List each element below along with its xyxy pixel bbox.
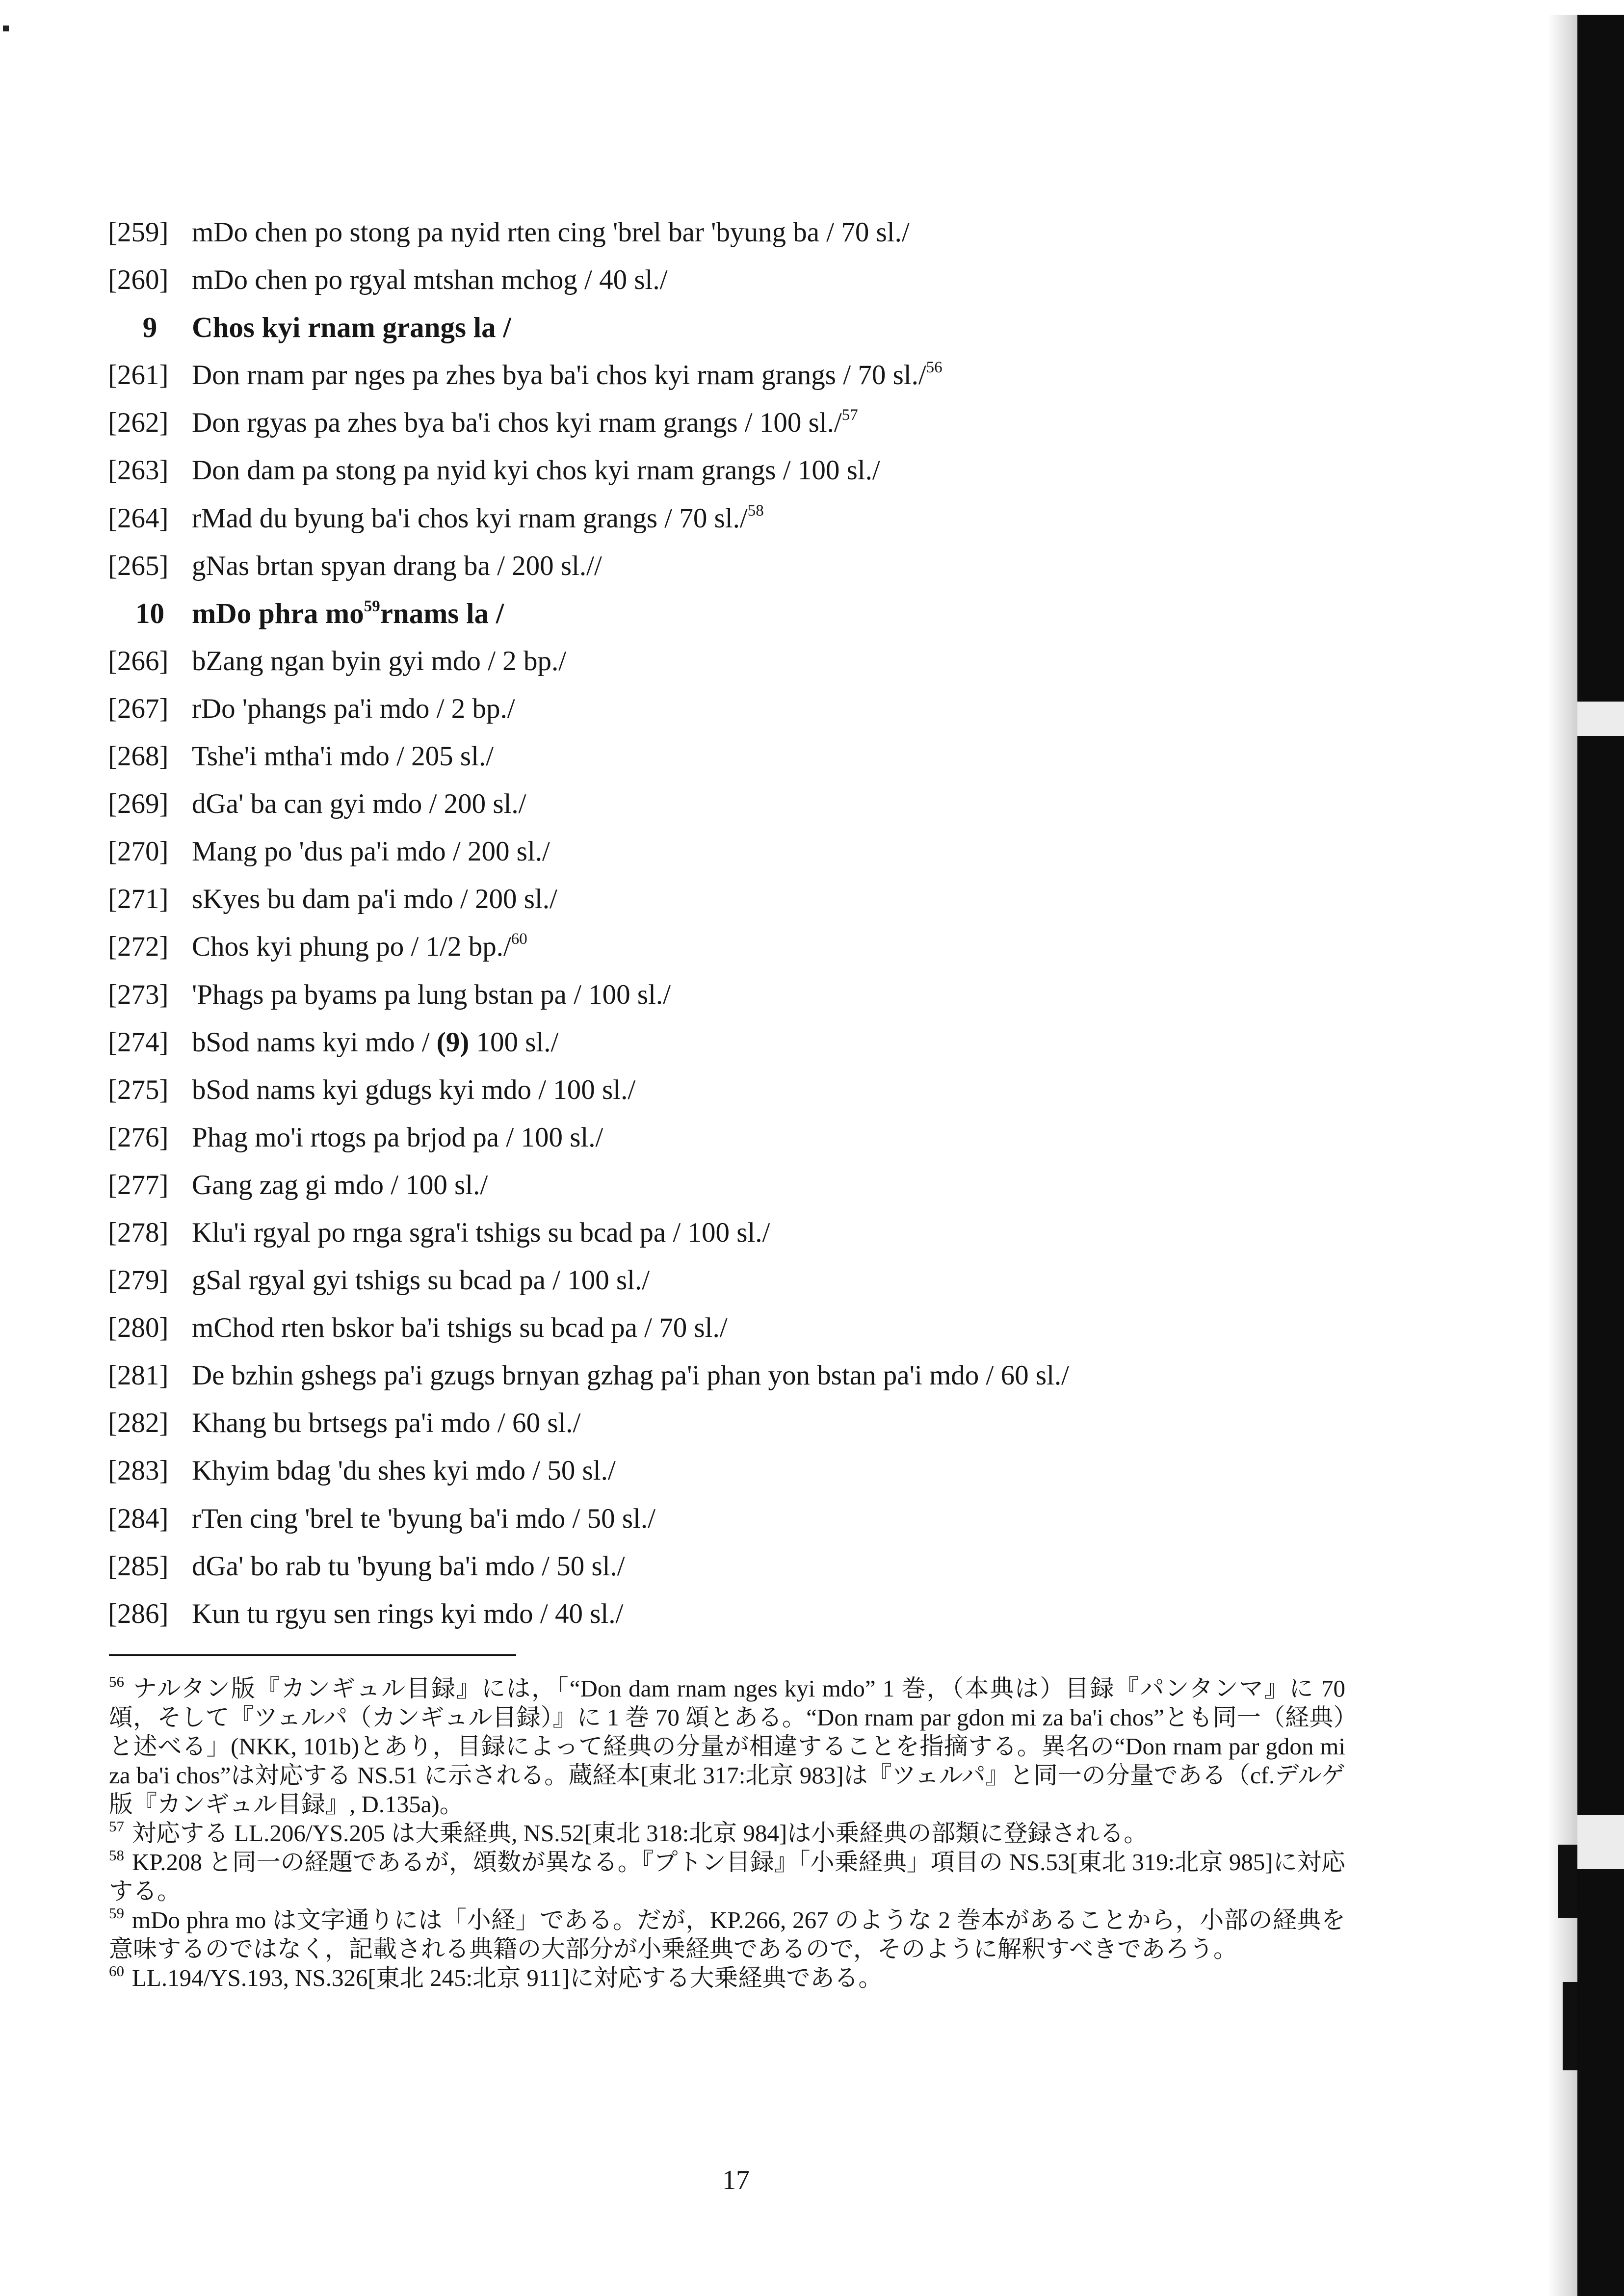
footnote-text: KP.208 と同一の経題であるが，頌数が異なる。『プトン目録』「小乗経典」項目の NS.53[東北 319:北京 985]に対応する。 <box>109 1849 1345 1905</box>
entry-number: [282] <box>108 1408 169 1439</box>
entry-title: dGa' bo rab tu 'byung ba'i mdo / 50 sl./ <box>192 1550 625 1582</box>
entry-row <box>108 1018 1408 1066</box>
entry-row <box>108 828 1408 875</box>
entry-number: [261] <box>108 360 169 391</box>
entry-title <box>192 1018 558 1066</box>
entry-row <box>108 685 1408 732</box>
entry-title: Khyim bdag 'du shes kyi mdo / 50 sl./ <box>192 1455 616 1487</box>
entry-row <box>108 1209 1408 1256</box>
entry-row <box>108 923 1408 970</box>
section-number: 10 <box>135 597 164 629</box>
entry-row <box>108 971 1408 1018</box>
entry-number: [276] <box>108 1122 169 1153</box>
entry-title: sKyes bu dam pa'i mdo / 200 sl./ <box>192 884 557 915</box>
footnote <box>109 1963 1345 1992</box>
entry-title <box>192 495 764 542</box>
entry-number: [268] <box>108 741 169 772</box>
entry-title-part: bSod nams kyi mdo / <box>192 1026 437 1058</box>
entry-row <box>108 1161 1408 1209</box>
entry-row <box>108 209 1408 256</box>
catalog-entries <box>108 209 1408 1638</box>
footnote-text: mDo phra mo は文字通りには「小経」である。だが，KP.266, 267 のような 2 巻本があることから，小部の経典を意味するのではなく，記載される典籍の大部分が小乗経典であるので，そのように解釈すべきであろう。 <box>109 1906 1345 1962</box>
footnote <box>109 1819 1345 1848</box>
page-number: 17 <box>722 2165 750 2195</box>
footnote <box>109 1848 1345 1905</box>
scan-blot <box>1563 1982 1577 2070</box>
section-title-part: mDo phra mo <box>192 597 364 629</box>
entry-title: gSal rgyal gyi tshigs su bcad pa / 100 sl./ <box>192 1265 650 1296</box>
entry-row <box>108 1542 1408 1590</box>
entry-number: [264] <box>108 502 169 534</box>
entry-title: bZang ngan byin gyi mdo / 2 bp./ <box>192 645 567 677</box>
section-title <box>192 590 504 637</box>
entry-number: [284] <box>108 1503 169 1534</box>
entry-row <box>108 1352 1408 1399</box>
entry-row <box>108 1304 1408 1352</box>
entry-title: Don dam pa stong pa nyid kyi chos kyi rnam grangs / 100 sl./ <box>192 455 880 486</box>
scan-blot <box>1558 1845 1577 1918</box>
entry-row <box>108 1114 1408 1161</box>
footnote-number: 60 <box>109 1962 124 1980</box>
entry-number: [266] <box>108 645 169 677</box>
footnote <box>109 1905 1345 1963</box>
footnote-ref: 57 <box>841 406 858 424</box>
entry-number: [265] <box>108 550 169 581</box>
section-heading <box>108 590 1408 637</box>
entry-number: [280] <box>108 1312 169 1344</box>
entry-number: [278] <box>108 1217 169 1248</box>
entry-number: [285] <box>108 1550 169 1582</box>
entry-number: [271] <box>108 884 169 915</box>
scan-edge-gap <box>1577 1815 1624 1869</box>
entry-row <box>108 875 1408 923</box>
scan-edge-shadow <box>1548 15 1577 2296</box>
entry-title: gNas brtan spyan drang ba / 200 sl.// <box>192 550 602 581</box>
entry-title-part: 100 sl./ <box>469 1026 559 1058</box>
entry-title: dGa' ba can gyi mdo / 200 sl./ <box>192 788 526 820</box>
footnote-text: LL.194/YS.193, NS.326[東北 245:北京 911]に対応する大乗経典である。 <box>132 1964 883 1991</box>
entry-title: mDo chen po stong pa nyid rten cing 'brel bar 'byung ba / 70 sl./ <box>192 217 910 248</box>
entry-row <box>108 1495 1408 1542</box>
entry-row <box>108 1590 1408 1638</box>
entry-number: [273] <box>108 979 169 1010</box>
entry-number: [281] <box>108 1360 169 1391</box>
scan-edge-gap <box>1577 702 1624 736</box>
section-heading <box>108 304 1408 351</box>
entry-title: mDo chen po rgyal mtshan mchog / 40 sl./ <box>192 264 668 296</box>
entry-title: Phag mo'i rtogs pa brjod pa / 100 sl./ <box>192 1122 603 1153</box>
entry-title: mChod rten bskor ba'i tshigs su bcad pa / 70 sl./ <box>192 1312 728 1344</box>
entry-number: [286] <box>108 1598 169 1629</box>
footnotes <box>109 1674 1345 1992</box>
entry-number: [267] <box>108 693 169 724</box>
folio-marker: (9) <box>436 1026 470 1058</box>
entry-number: [283] <box>108 1455 169 1487</box>
entry-title: rDo 'phangs pa'i mdo / 2 bp./ <box>192 693 515 724</box>
entry-title <box>192 399 858 446</box>
entry-number: [279] <box>108 1265 169 1296</box>
entry-row <box>108 1066 1408 1114</box>
entry-number: [259] <box>108 217 169 248</box>
entry-title <box>192 351 943 399</box>
page-corner-mark <box>3 26 9 31</box>
entry-row <box>108 780 1408 828</box>
entry-title: 'Phags pa byams pa lung bstan pa / 100 sl./ <box>192 979 671 1010</box>
entry-row <box>108 495 1408 542</box>
entry-number: [260] <box>108 264 169 296</box>
footnote-ref: 59 <box>364 597 380 615</box>
entry-title: Gang zag gi mdo / 100 sl./ <box>192 1169 488 1200</box>
footnote-text: 対応する LL.206/YS.205 は大乗経典, NS.52[東北 318:北京 984]は小乗経典の部類に登録される。 <box>132 1820 1148 1847</box>
scan-edge-border <box>1577 15 1624 2296</box>
footnote-number: 56 <box>109 1673 124 1690</box>
footnote-ref: 56 <box>926 359 943 377</box>
footnote-ref: 58 <box>747 501 764 520</box>
entry-title: Khang bu brtsegs pa'i mdo / 60 sl./ <box>192 1408 581 1439</box>
footnote-number: 58 <box>109 1847 124 1864</box>
entry-row <box>108 732 1408 780</box>
entry-row <box>108 446 1408 494</box>
entry-number: [272] <box>108 931 169 963</box>
entry-title: Mang po 'dus pa'i mdo / 200 sl./ <box>192 836 550 867</box>
entry-row <box>108 637 1408 685</box>
entry-row <box>108 1399 1408 1447</box>
entry-number: [270] <box>108 836 169 867</box>
entry-title: Klu'i rgyal po rnga sgra'i tshigs su bcad pa / 100 sl./ <box>192 1217 770 1248</box>
section-title: Chos kyi rnam grangs la / <box>192 311 511 344</box>
entry-number: [262] <box>108 407 169 439</box>
entry-number: [277] <box>108 1169 169 1200</box>
entry-title: Kun tu rgyu sen rings kyi mdo / 40 sl./ <box>192 1598 624 1629</box>
entry-row <box>108 1256 1408 1304</box>
entry-title: rTen cing 'brel te 'byung ba'i mdo / 50 sl./ <box>192 1503 655 1534</box>
entry-title-text: Don rgyas pa zhes bya ba'i chos kyi rnam grangs / 100 sl./ <box>192 407 842 439</box>
entry-title-text: Chos kyi phung po / 1/2 bp./ <box>192 931 511 963</box>
entry-row <box>108 256 1408 304</box>
footnote-ref: 60 <box>511 930 527 948</box>
footnote-text: ナルタン版『カンギュル目録』には，「“Don dam rnam nges kyi mdo” 1 巻，（本典は）目録『パンタンマ』に 70 頌，そして『ツェルパ（カンギュル目録）』に 1 巻 70 頌とある。“Don rnam par gdon mi za ba'i chos”とも同一（経典）と述べる」(NKK, 101b)とあり，目録によって経典の分量が相違することを指摘する。異名の“Don rnam par gdon mi za ba'i chos”は対応する NS.51 に示される。蔵経本[東北 317:北京 983]は『ツェルパ』と同一の分量である（cf.デルゲ版『カンギュル目録』, D.135a)。 <box>109 1675 1345 1818</box>
footnote-number: 59 <box>109 1905 124 1922</box>
entry-title: De bzhin gshegs pa'i gzugs brnyan gzhag pa'i phan yon bstan pa'i mdo / 60 sl./ <box>192 1360 1069 1391</box>
footnote-number: 57 <box>109 1818 124 1835</box>
entry-title <box>192 923 527 970</box>
entry-title-text: rMad du byung ba'i chos kyi rnam grangs / 70 sl./ <box>192 502 748 534</box>
entry-title: bSod nams kyi gdugs kyi mdo / 100 sl./ <box>192 1074 636 1105</box>
entry-row <box>108 542 1408 590</box>
entry-number: [269] <box>108 788 169 820</box>
entry-number: [274] <box>108 1026 169 1058</box>
footnote <box>109 1674 1345 1819</box>
entry-row <box>108 1447 1408 1494</box>
entry-title-text: Don rnam par nges pa zhes bya ba'i chos kyi rnam grangs / 70 sl./ <box>192 360 926 391</box>
entry-row <box>108 399 1408 446</box>
footnote-separator <box>109 1654 516 1656</box>
entry-title: Tshe'i mtha'i mdo / 205 sl./ <box>192 741 494 772</box>
entry-number: [263] <box>108 455 169 486</box>
section-title-part: rnams la / <box>380 597 504 629</box>
entry-row <box>108 351 1408 399</box>
entry-number: [275] <box>108 1074 169 1105</box>
section-number: 9 <box>142 311 157 344</box>
